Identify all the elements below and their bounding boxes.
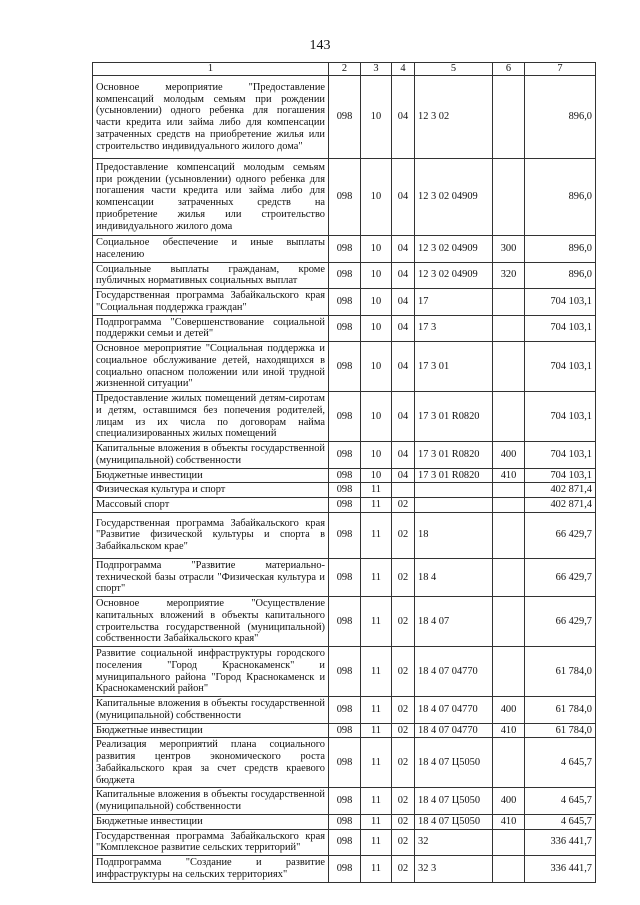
expense-type-code — [493, 289, 525, 316]
grbs-code: 098 — [329, 262, 361, 289]
expense-type-code: 410 — [493, 723, 525, 738]
subsection-code: 02 — [392, 723, 415, 738]
subsection-code: 04 — [392, 315, 415, 342]
item-name: Бюджетные инвестиции — [93, 814, 329, 829]
table-row — [93, 697, 596, 724]
amount: 704 103,1 — [525, 392, 596, 442]
subsection-code: 02 — [392, 738, 415, 788]
item-name: Реализация мероприятий плана социального развития центров экономического роста Забайкальского края за счет средств краевого бюджета — [93, 738, 329, 788]
table-row — [93, 289, 596, 316]
target-article-code: 17 — [415, 289, 493, 316]
amount: 704 103,1 — [525, 442, 596, 469]
column-header: 5 — [415, 63, 493, 76]
grbs-code: 098 — [329, 289, 361, 316]
table-row — [93, 262, 596, 289]
target-article-code: 17 3 — [415, 315, 493, 342]
table-row — [93, 483, 596, 498]
section-code: 10 — [361, 76, 392, 159]
amount: 896,0 — [525, 159, 596, 236]
section-code: 10 — [361, 468, 392, 483]
section-code: 11 — [361, 647, 392, 697]
section-code: 11 — [361, 738, 392, 788]
target-article-code: 12 3 02 — [415, 76, 493, 159]
table-row — [93, 159, 596, 236]
section-code: 10 — [361, 289, 392, 316]
subsection-code: 02 — [392, 647, 415, 697]
item-name: Социальные выплаты гражданам, кроме публичных нормативных социальных выплат — [93, 262, 329, 289]
column-header: 6 — [493, 63, 525, 76]
item-name: Капитальные вложения в объекты государственной (муниципальной) собственности — [93, 788, 329, 815]
item-name: Капитальные вложения в объекты государственной (муниципальной) собственности — [93, 442, 329, 469]
section-code: 11 — [361, 856, 392, 883]
table-row — [93, 829, 596, 856]
grbs-code: 098 — [329, 738, 361, 788]
item-name: Государственная программа Забайкальского края "Развитие физической культуры и спорта в Забайкальском крае" — [93, 512, 329, 558]
grbs-code: 098 — [329, 788, 361, 815]
target-article-code: 18 4 07 04770 — [415, 697, 493, 724]
table-row — [93, 315, 596, 342]
grbs-code: 098 — [329, 498, 361, 513]
amount: 66 429,7 — [525, 597, 596, 647]
subsection-code: 02 — [392, 597, 415, 647]
subsection-code: 04 — [392, 289, 415, 316]
table-row — [93, 342, 596, 392]
subsection-code: 02 — [392, 697, 415, 724]
grbs-code: 098 — [329, 829, 361, 856]
expense-type-code: 410 — [493, 468, 525, 483]
target-article-code: 18 4 07 Ц5050 — [415, 788, 493, 815]
section-code: 10 — [361, 392, 392, 442]
item-name: Физическая культура и спорт — [93, 483, 329, 498]
target-article-code — [415, 498, 493, 513]
expense-type-code — [493, 558, 525, 596]
target-article-code — [415, 483, 493, 498]
section-code: 11 — [361, 498, 392, 513]
grbs-code: 098 — [329, 483, 361, 498]
target-article-code: 18 4 07 Ц5050 — [415, 814, 493, 829]
subsection-code: 04 — [392, 76, 415, 159]
subsection-code: 02 — [392, 558, 415, 596]
expense-type-code: 410 — [493, 814, 525, 829]
grbs-code: 098 — [329, 597, 361, 647]
amount: 896,0 — [525, 262, 596, 289]
target-article-code: 17 3 01 R0820 — [415, 468, 493, 483]
section-code: 11 — [361, 697, 392, 724]
expense-type-code — [493, 597, 525, 647]
expense-type-code — [493, 76, 525, 159]
expense-type-code: 300 — [493, 236, 525, 263]
expense-type-code — [493, 483, 525, 498]
item-name: Бюджетные инвестиции — [93, 723, 329, 738]
column-header: 4 — [392, 63, 415, 76]
item-name: Социальное обеспечение и иные выплаты населению — [93, 236, 329, 263]
expense-type-code — [493, 159, 525, 236]
subsection-code: 02 — [392, 498, 415, 513]
target-article-code: 32 — [415, 829, 493, 856]
table-row — [93, 468, 596, 483]
amount: 704 103,1 — [525, 289, 596, 316]
table-row — [93, 788, 596, 815]
target-article-code: 17 3 01 R0820 — [415, 442, 493, 469]
target-article-code: 18 4 07 04770 — [415, 647, 493, 697]
subsection-code: 04 — [392, 392, 415, 442]
subsection-code: 02 — [392, 814, 415, 829]
table-row — [93, 647, 596, 697]
section-code: 11 — [361, 788, 392, 815]
subsection-code: 04 — [392, 236, 415, 263]
item-name: Государственная программа Забайкальского края "Комплексное развитие сельских территорий" — [93, 829, 329, 856]
expense-type-code — [493, 856, 525, 883]
subsection-code: 04 — [392, 442, 415, 469]
target-article-code: 12 3 02 04909 — [415, 159, 493, 236]
column-header: 2 — [329, 63, 361, 76]
target-article-code: 18 — [415, 512, 493, 558]
subsection-code: 02 — [392, 512, 415, 558]
expense-type-code — [493, 512, 525, 558]
section-code: 11 — [361, 512, 392, 558]
item-name: Подпрограмма "Совершенствование социальной поддержки семьи и детей" — [93, 315, 329, 342]
section-code: 10 — [361, 159, 392, 236]
target-article-code: 17 3 01 — [415, 342, 493, 392]
amount: 61 784,0 — [525, 723, 596, 738]
target-article-code: 32 3 — [415, 856, 493, 883]
item-name: Бюджетные инвестиции — [93, 468, 329, 483]
amount: 704 103,1 — [525, 468, 596, 483]
subsection-code: 04 — [392, 262, 415, 289]
expense-type-code: 400 — [493, 442, 525, 469]
table-row — [93, 597, 596, 647]
expense-type-code: 400 — [493, 788, 525, 815]
expense-type-code — [493, 498, 525, 513]
amount: 402 871,4 — [525, 483, 596, 498]
table-row — [93, 738, 596, 788]
grbs-code: 098 — [329, 236, 361, 263]
section-code: 10 — [361, 315, 392, 342]
target-article-code: 18 4 — [415, 558, 493, 596]
expense-type-code: 320 — [493, 262, 525, 289]
amount: 61 784,0 — [525, 697, 596, 724]
section-code: 11 — [361, 723, 392, 738]
subsection-code — [392, 483, 415, 498]
amount: 66 429,7 — [525, 558, 596, 596]
section-code: 10 — [361, 262, 392, 289]
subsection-code: 02 — [392, 829, 415, 856]
expense-type-code — [493, 392, 525, 442]
grbs-code: 098 — [329, 342, 361, 392]
grbs-code: 098 — [329, 512, 361, 558]
grbs-code: 098 — [329, 392, 361, 442]
section-code: 10 — [361, 442, 392, 469]
column-number-row — [93, 63, 596, 76]
amount: 61 784,0 — [525, 647, 596, 697]
item-name: Массовый спорт — [93, 498, 329, 513]
item-name: Государственная программа Забайкальского края "Социальная поддержка граждан" — [93, 289, 329, 316]
item-name: Основное мероприятие "Социальная поддержка и социальное обслуживание детей, находящихся в социально опасном положении или иной трудной жизненной ситуации" — [93, 342, 329, 392]
column-header: 7 — [525, 63, 596, 76]
grbs-code: 098 — [329, 315, 361, 342]
table-row — [93, 498, 596, 513]
grbs-code: 098 — [329, 697, 361, 724]
target-article-code: 18 4 07 04770 — [415, 723, 493, 738]
grbs-code: 098 — [329, 647, 361, 697]
amount: 896,0 — [525, 236, 596, 263]
grbs-code: 098 — [329, 76, 361, 159]
table-row — [93, 236, 596, 263]
table-row — [93, 442, 596, 469]
table-row — [93, 558, 596, 596]
section-code: 11 — [361, 597, 392, 647]
item-name: Капитальные вложения в объекты государственной (муниципальной) собственности — [93, 697, 329, 724]
amount: 704 103,1 — [525, 315, 596, 342]
page-number: 143 — [309, 38, 331, 53]
grbs-code: 098 — [329, 442, 361, 469]
target-article-code: 18 4 07 — [415, 597, 493, 647]
table-row — [93, 856, 596, 883]
subsection-code: 04 — [392, 159, 415, 236]
grbs-code: 098 — [329, 856, 361, 883]
section-code: 10 — [361, 236, 392, 263]
item-name: Предоставление компенсаций молодым семьям при рождении (усыновлении) одного ребенка для погашения части кредита или займа либо для компенсации затраченных средств на приобретение жилья или строительство индивидуального жилого дома — [93, 159, 329, 236]
section-code: 11 — [361, 814, 392, 829]
column-header: 3 — [361, 63, 392, 76]
grbs-code: 098 — [329, 814, 361, 829]
expense-type-code: 400 — [493, 697, 525, 724]
target-article-code: 12 3 02 04909 — [415, 262, 493, 289]
expense-type-code — [493, 315, 525, 342]
subsection-code: 04 — [392, 342, 415, 392]
budget-table — [92, 62, 596, 883]
item-name: Предоставление жилых помещений детям-сиротам и детям, оставшимся без попечения родителей, лицам из их числа по договорам найма специализированных жилых помещений — [93, 392, 329, 442]
section-code: 10 — [361, 342, 392, 392]
subsection-code: 02 — [392, 856, 415, 883]
item-name: Подпрограмма "Развитие материально-технической базы отрасли "Физическая культура и спорт" — [93, 558, 329, 596]
amount: 402 871,4 — [525, 498, 596, 513]
item-name: Подпрограмма "Создание и развитие инфраструктуры на сельских территориях" — [93, 856, 329, 883]
amount: 66 429,7 — [525, 512, 596, 558]
section-code: 11 — [361, 558, 392, 596]
table-row — [93, 76, 596, 159]
amount: 4 645,7 — [525, 814, 596, 829]
table-row — [93, 392, 596, 442]
target-article-code: 18 4 07 Ц5050 — [415, 738, 493, 788]
table-row — [93, 512, 596, 558]
expense-type-code — [493, 647, 525, 697]
grbs-code: 098 — [329, 558, 361, 596]
grbs-code: 098 — [329, 159, 361, 236]
table-row — [93, 814, 596, 829]
amount: 704 103,1 — [525, 342, 596, 392]
grbs-code: 098 — [329, 723, 361, 738]
section-code: 11 — [361, 829, 392, 856]
column-header: 1 — [93, 63, 329, 76]
expense-type-code — [493, 342, 525, 392]
target-article-code: 17 3 01 R0820 — [415, 392, 493, 442]
amount: 4 645,7 — [525, 738, 596, 788]
target-article-code: 12 3 02 04909 — [415, 236, 493, 263]
subsection-code: 04 — [392, 468, 415, 483]
expense-type-code — [493, 738, 525, 788]
amount: 896,0 — [525, 76, 596, 159]
section-code: 11 — [361, 483, 392, 498]
amount: 336 441,7 — [525, 856, 596, 883]
amount: 4 645,7 — [525, 788, 596, 815]
expense-type-code — [493, 829, 525, 856]
table-row — [93, 723, 596, 738]
item-name: Основное мероприятие "Предоставление компенсаций молодым семьям при рождении (усыновлении) одного ребенка для погашения части кредита или займа либо для компенсации затраченных средств на приобретение жилья или строительство индивидуального жилого дома" — [93, 76, 329, 159]
item-name: Основное мероприятие "Осуществление капитальных вложений в объекты капитального строительства государственной (муниципальной) собственности Забайкальского края" — [93, 597, 329, 647]
amount: 336 441,7 — [525, 829, 596, 856]
grbs-code: 098 — [329, 468, 361, 483]
item-name: Развитие социальной инфраструктуры городского поселения "Город Краснокаменск" и муниципального района "Город Краснокаменск и Краснокаменский район" — [93, 647, 329, 697]
subsection-code: 02 — [392, 788, 415, 815]
